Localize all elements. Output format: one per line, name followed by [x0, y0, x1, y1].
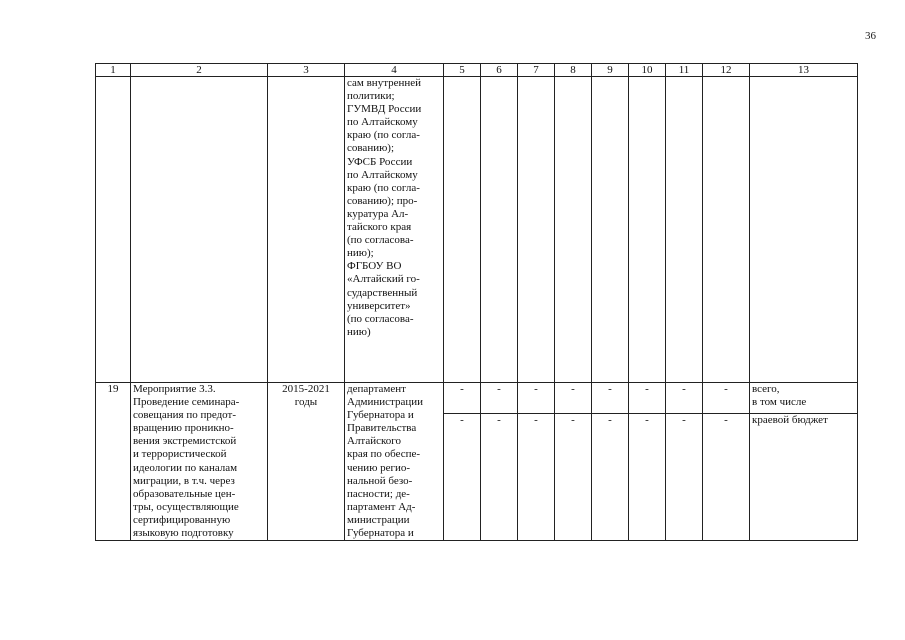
empty-cell	[629, 77, 666, 383]
page-number: 36	[865, 30, 876, 42]
header-cell-3: 3	[268, 64, 345, 77]
header-cell-9: 9	[592, 64, 629, 77]
header-cell-7: 7	[518, 64, 555, 77]
empty-cell	[268, 77, 345, 383]
empty-cell	[750, 77, 858, 383]
header-cell-5: 5	[444, 64, 481, 77]
header-cell-8: 8	[555, 64, 592, 77]
empty-cell	[444, 77, 481, 383]
header-cell-13: 13	[750, 64, 858, 77]
empty-cell	[518, 77, 555, 383]
empty-cell	[131, 77, 268, 383]
value-cell: -	[592, 383, 629, 414]
empty-cell	[666, 77, 703, 383]
value-cell: -	[518, 413, 555, 540]
header-cell-6: 6	[481, 64, 518, 77]
continuation-row	[96, 77, 858, 383]
value-cell: -	[703, 383, 750, 414]
value-cell: -	[703, 413, 750, 540]
header-cell-1: 1	[96, 64, 131, 77]
row-19-total	[96, 383, 858, 414]
value-cell: -	[444, 383, 481, 414]
empty-cell	[96, 77, 131, 383]
funding-source-total: всего, в том числе	[750, 383, 858, 414]
executor: департамент Администрации Губернатора и Правительства Алтайского края по обеспе- чению регио- нальной безо- пасности; де- партамент Ад- министрации Губернатора и	[345, 383, 444, 541]
header-cell-4: 4	[345, 64, 444, 77]
value-cell: -	[518, 383, 555, 414]
row-number: 19	[96, 383, 131, 541]
header-cell-11: 11	[666, 64, 703, 77]
header-cell-12: 12	[703, 64, 750, 77]
value-cell: -	[481, 413, 518, 540]
empty-cell	[481, 77, 518, 383]
value-cell: -	[555, 413, 592, 540]
value-cell: -	[555, 383, 592, 414]
empty-cell	[592, 77, 629, 383]
header-cell-2: 2	[131, 64, 268, 77]
value-cell: -	[444, 413, 481, 540]
value-cell: -	[666, 413, 703, 540]
measure-description: Мероприятие 3.3. Проведение семинара- совещания по предот- вращению проникно- вения экстремистской и террористической идеологии по каналам миграции, в т.ч. через образовательные цен- тры, осуществляющие сертифицированную языковую подготовку	[131, 383, 268, 541]
header-row	[96, 64, 858, 77]
period: 2015-2021 годы	[268, 383, 345, 541]
value-cell: -	[666, 383, 703, 414]
value-cell: -	[629, 383, 666, 414]
program-table	[95, 63, 858, 541]
funding-source-regional: краевой бюджет	[750, 413, 858, 540]
empty-cell	[555, 77, 592, 383]
header-cell-10: 10	[629, 64, 666, 77]
value-cell: -	[629, 413, 666, 540]
executor-continued: сам внутренней политики; ГУМВД России по Алтайскому краю (по согла- сованию); УФСБ России по Алтайскому краю (по согла- сованию); про- куратура Ал- тайского края (по согласова- нию); ФГБОУ ВО «Алтайский го- сударственный университет» (по согласова- нию)	[345, 77, 444, 383]
value-cell: -	[481, 383, 518, 414]
empty-cell	[703, 77, 750, 383]
value-cell: -	[592, 413, 629, 540]
